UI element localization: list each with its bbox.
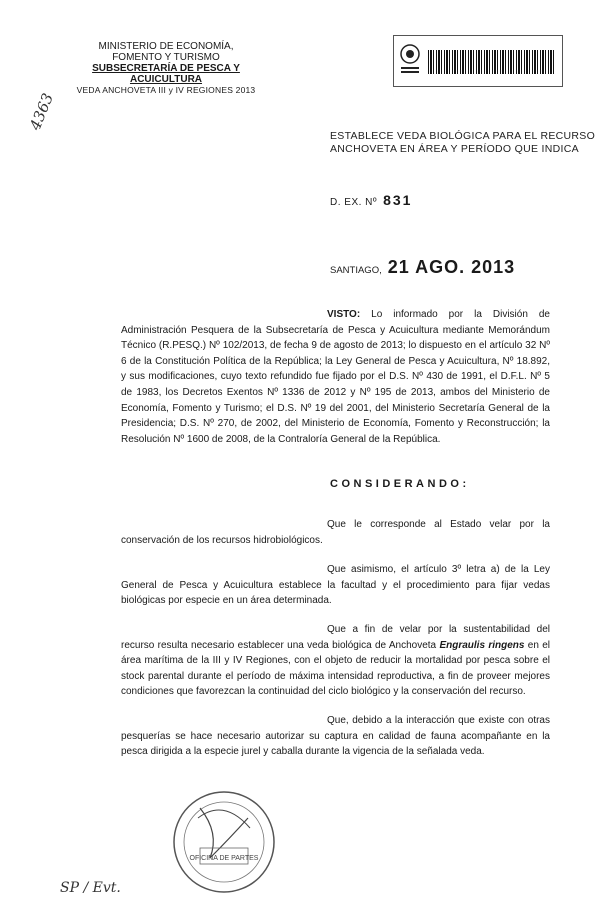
- considerando-paragraph-2: Que asimismo, el artículo 3º letra a) de la Ley General de Pesca y Acuicultura establece la facultad y el procedimiento para fijar vedas biológicas por especie en un área determinada.: [121, 564, 550, 607]
- considerando-p3-start: Que a fin de velar por la sustentabilidad del recurso resulta necesario establecer una veda biológica de Anchoveta: [121, 624, 550, 651]
- ministry-name-line1: MINISTERIO DE ECONOMÍA,: [98, 41, 234, 52]
- ministry-header: [66, 41, 266, 96]
- decree-number: [330, 192, 412, 208]
- seal-icon: [398, 42, 422, 78]
- barcode: [428, 50, 554, 74]
- decree-title: [330, 130, 595, 156]
- considerando-paragraph-1: Que le corresponde al Estado velar por la conservación de los recursos hidrobiológicos.: [121, 519, 550, 546]
- handwritten-number: 4363: [26, 90, 57, 133]
- stamp-text: OFICINA DE PARTES: [189, 855, 259, 862]
- decree-number-label: D. EX. Nº: [330, 197, 378, 208]
- species-name: Engraulis ringens: [439, 639, 525, 651]
- visto-paragraph: [121, 307, 550, 447]
- subsecretaria-line2: ACUICULTURA: [129, 74, 203, 85]
- footer-handwriting: SP / Evt.: [60, 880, 121, 896]
- decree-title-line2: ANCHOVETA EN ÁREA Y PERÍODO QUE INDICA: [330, 143, 579, 155]
- decree-title-line1: ESTABLECE VEDA BIOLÓGICA PARA EL RECURSO: [330, 130, 596, 142]
- decree-date: [330, 257, 515, 278]
- considerando-paragraph-3: [121, 622, 550, 700]
- office-stamp-icon: [170, 788, 278, 896]
- document-subject-line: VEDA ANCHOVETA III y IV REGIONES 2013: [76, 85, 256, 95]
- visto-text: Lo informado por la División de Administración Pesquera de la Subsecretaría de Pesca y Acuicultura mediante Memorándum Técnico (R.PESQ.) Nº 102/2013, de fecha 9 de agosto de 2013; lo dispuesto en el artículo 32 Nº 6 de la Constitución Política de la República; la Ley General de Pesca y Acuicultura, Nº 18.892, y sus modificaciones, cuyo texto refundido fue fijado por el D.S. Nº 430 de 1991, el D.F.L. Nº 5 de 1983, los Decretos Exentos Nº 1336 de 2012 y Nº 195 de 2013, ambos del Ministerio de Economía, Fomento y Turismo; el D.S. Nº 19 del 2001, del Ministerio Secretaría General de la Presidencia; D.S. Nº 270, de 2002, del Ministerio de Economía, Fomento y Reconstrucción; la Resolución Nº 1600 de 2008, de la Contraloría General de la República.: [121, 309, 550, 445]
- decree-date-label: SANTIAGO,: [330, 265, 382, 276]
- considerando-p3-end: en el área marítima de la III y IV Regiones, con el objeto de reducir la mortalidad por pesca sobre el stock parental durante el período de máxima intensidad reproductiva, a fin de proveer mejores condiciones que favorezcan la continuidad del ciclo biológico y la conservación del recurso.: [121, 639, 551, 698]
- decree-date-value: 21 AGO. 2013: [387, 257, 516, 277]
- registry-barcode-label: [393, 35, 563, 87]
- considerando-heading: CONSIDERANDO:: [330, 478, 470, 490]
- subsecretaria-line1: SUBSECRETARÍA DE PESCA Y: [92, 63, 240, 74]
- visto-lead: VISTO:: [327, 309, 361, 320]
- ministry-name-line2: FOMENTO Y TURISMO: [112, 52, 220, 63]
- considerando-paragraph-4: Que, debido a la interacción que existe con otras pesquerías se hace necesario autorizar su captura en calidad de fauna acompañante en la pesca dirigida a la especie jurel y caballa durante la vigencia de la señalada veda.: [121, 715, 550, 758]
- decree-number-value: 831: [383, 192, 413, 208]
